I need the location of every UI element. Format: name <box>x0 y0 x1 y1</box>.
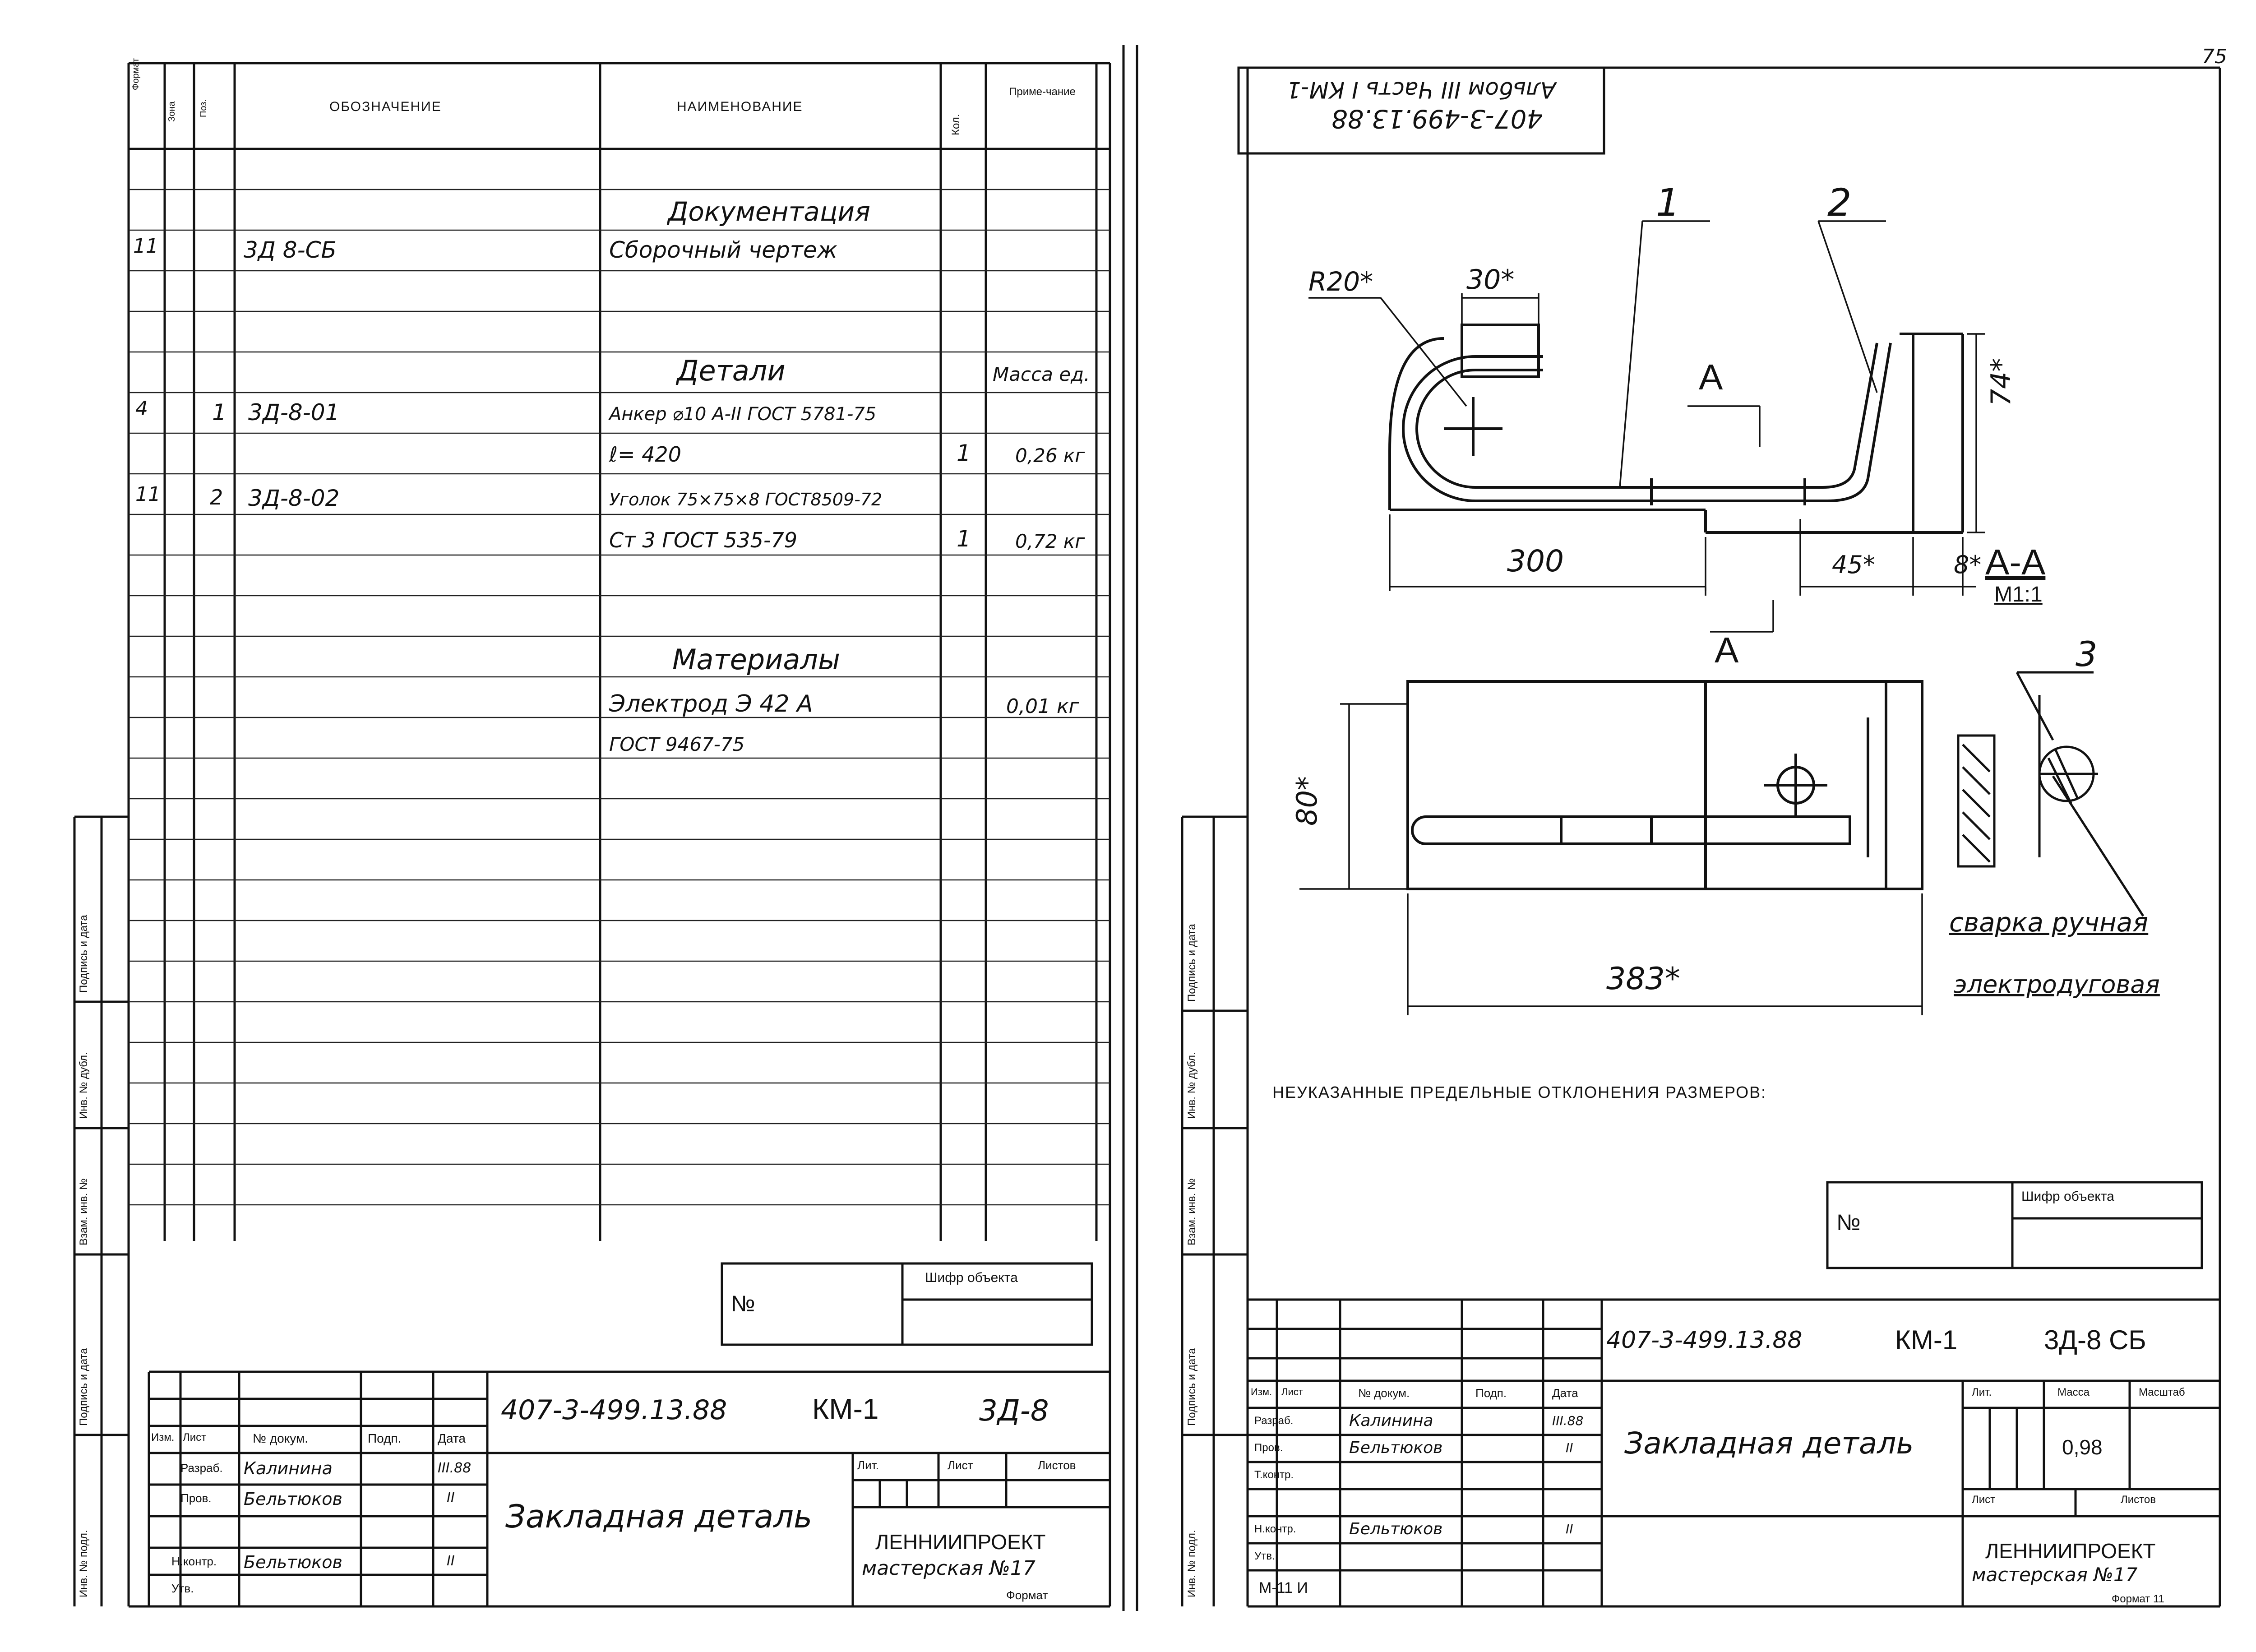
spec-row-name: Уголок 75×75×8 ГОСТ8509-72 <box>609 490 883 509</box>
role-label: Утв. <box>1254 1550 1275 1562</box>
col-podp: Подп. <box>368 1431 402 1445</box>
side-label-sign-date-2: Подпись и дата <box>1186 1348 1198 1426</box>
spec-row-name: Электрод Э 42 А <box>609 690 813 717</box>
header-designation: ОБОЗНАЧЕНИЕ <box>329 99 442 114</box>
dim-45: 45* <box>1832 551 1875 579</box>
spec-row-qty: 1 <box>957 526 971 552</box>
col-izm: Изм. <box>151 1431 175 1444</box>
side-label-vzam-inv: Взам. инв. № <box>1186 1178 1198 1245</box>
title-mark: КМ-1 <box>1895 1325 1958 1355</box>
role-name: Бельтюков <box>244 1552 342 1572</box>
title-mark: КМ-1 <box>812 1393 879 1425</box>
role-name: Калинина <box>1349 1411 1433 1430</box>
code-box-no: № <box>731 1291 755 1316</box>
role-name: Калинина <box>244 1458 333 1478</box>
lit-label: Лит. <box>1972 1386 1992 1398</box>
section-mark-plan: А <box>1715 630 1739 670</box>
spec-row-name: Сборочный чертеж <box>609 237 837 263</box>
dim-74: 74* <box>1985 358 2017 406</box>
format-label: Формат <box>1006 1588 1048 1602</box>
col-list: Лист <box>183 1431 207 1444</box>
side-label-inv-dubl: Инв. № дубл. <box>78 1052 90 1119</box>
dim-300: 300 <box>1507 544 1564 578</box>
header-name: НАИМЕНОВАНИЕ <box>677 99 803 114</box>
role-label: Пров. <box>1254 1442 1283 1454</box>
lit-label: Лит. <box>857 1458 879 1472</box>
role-label: Разраб. <box>1254 1415 1294 1427</box>
spec-row-format: 11 <box>135 483 161 506</box>
list-label: Лист <box>948 1458 973 1472</box>
role-label: Т.контр. <box>1254 1469 1294 1481</box>
col-podp: Подп. <box>1475 1386 1507 1400</box>
spec-section-docs: Документация <box>668 196 870 227</box>
org-name: ЛЕННИИПРОЕКТ <box>875 1530 1046 1554</box>
header-qty: Кол. <box>950 114 962 135</box>
title-sheet-code: 3Д-8 СБ <box>2044 1325 2146 1355</box>
role-label: Н.контр. <box>171 1555 217 1568</box>
spec-row-note: 0,01 кг <box>1006 695 1079 718</box>
list-label: Лист <box>1972 1494 1996 1506</box>
spec-row-designation: 3Д-8-01 <box>248 399 340 426</box>
callout-2: 2 <box>1827 180 1852 225</box>
org-sub: мастерская №17 <box>862 1557 1036 1580</box>
role-label: Разраб. <box>180 1461 223 1475</box>
spec-row-name: ℓ= 420 <box>609 442 681 467</box>
section-mark-top: А <box>1699 357 1723 397</box>
side-label-inv-podl: Инв. № подл. <box>78 1530 90 1597</box>
spec-row-name: Ст 3 ГОСТ 535-79 <box>609 528 798 552</box>
side-label-inv-podl: Инв. № подл. <box>1186 1530 1198 1597</box>
spec-row-designation: 3Д 8-СБ <box>244 237 337 263</box>
role-label: Н.контр. <box>1254 1523 1296 1535</box>
spec-row-qty: 1 <box>957 440 971 466</box>
role-name: Бельтюков <box>1349 1439 1443 1457</box>
weld-note-2: электродуговая <box>1954 970 2160 999</box>
role-name: Бельтюков <box>1349 1520 1443 1538</box>
col-data: Дата <box>438 1431 466 1445</box>
tolerance-note: НЕУКАЗАННЫЕ ПРЕДЕЛЬНЫЕ ОТКЛОНЕНИЯ РАЗМЕРОВ: <box>1272 1083 1767 1101</box>
role-date: II <box>1566 1522 1573 1536</box>
spec-section-details: Детали <box>677 354 786 387</box>
spec-row-name: Анкер ⌀10 А-II ГОСТ 5781-75 <box>609 404 877 425</box>
header-note: Приме-чание <box>1009 86 1076 98</box>
role-name: Бельтюков <box>244 1489 342 1509</box>
header-zone: Зона <box>167 101 177 122</box>
spec-row-format: 11 <box>133 235 158 258</box>
title-doc-code: 407-3-499.13.88 <box>1606 1327 1803 1354</box>
dim-80: 80* <box>1290 776 1323 826</box>
spec-section-materials: Материалы <box>672 643 840 676</box>
header-pos: Поз. <box>199 99 208 117</box>
spec-row-designation: 3Д-8-02 <box>248 485 340 511</box>
spec-row-name: ГОСТ 9467-75 <box>609 733 745 755</box>
title-doc-code: 407-3-499.13.88 <box>501 1394 727 1426</box>
col-dokum: № докум. <box>1358 1386 1410 1400</box>
m-label: М-11 И <box>1259 1579 1308 1596</box>
role-date: III.88 <box>438 1460 472 1476</box>
callout-1: 1 <box>1656 180 1680 225</box>
col-data: Дата <box>1552 1386 1578 1400</box>
side-label-sign-date: Подпись и дата <box>78 915 90 993</box>
stamp-line-2: Альбом III Часть I КМ-1 <box>1286 77 1556 103</box>
spec-row-pos: 2 <box>210 485 223 509</box>
role-date: III.88 <box>1552 1413 1584 1428</box>
section-title: А-А <box>1985 542 2046 582</box>
spec-row-note: Масса ед. <box>993 363 1090 385</box>
title-sheet-code: 3Д-8 <box>979 1394 1049 1428</box>
mass-label: Масса <box>2057 1386 2090 1398</box>
format-label: Формат 11 <box>2112 1593 2164 1605</box>
code-box-shifr: Шифр объекта <box>925 1270 1018 1285</box>
role-date: II <box>1566 1440 1573 1455</box>
callout-3: 3 <box>2076 634 2098 674</box>
scale-label: Масштаб <box>2139 1386 2185 1398</box>
dim-383: 383* <box>1606 961 1680 997</box>
side-label-sign-date-2: Подпись и дата <box>78 1348 90 1426</box>
side-label-inv-dubl: Инв. № дубл. <box>1186 1052 1198 1119</box>
dim-30: 30* <box>1466 264 1515 296</box>
side-label-vzam-inv: Взам. инв. № <box>78 1178 90 1245</box>
col-izm: Изм. <box>1251 1386 1272 1397</box>
org-name: ЛЕННИИПРОЕКТ <box>1985 1539 2156 1563</box>
listov-label: Листов <box>2121 1494 2156 1506</box>
section-scale: М1:1 <box>1994 583 2043 606</box>
listov-label: Листов <box>1038 1458 1076 1472</box>
code-box-no: № <box>1836 1210 1861 1235</box>
spec-row-note: 0,72 кг <box>1015 530 1085 552</box>
page-number: 75 <box>2202 45 2227 68</box>
side-label-sign-date: Подпись и дата <box>1186 924 1198 1002</box>
stamp-line-1: 407-3-499.13.88 <box>1331 104 1543 133</box>
code-box-shifr: Шифр объекта <box>2021 1189 2114 1204</box>
role-label: Пров. <box>180 1491 212 1505</box>
header-format: Формат <box>131 58 141 90</box>
col-dokum: № докум. <box>253 1431 309 1445</box>
org-sub: мастерская №17 <box>1972 1564 2138 1586</box>
dim-radius: R20* <box>1308 266 1373 297</box>
spec-row-note: 0,26 кг <box>1015 444 1085 467</box>
role-date: II <box>447 1553 455 1569</box>
col-list: Лист <box>1281 1386 1303 1397</box>
weld-note-1: сварка ручная <box>1949 907 2149 938</box>
role-label: Утв. <box>171 1582 194 1595</box>
title-name: Закладная деталь <box>505 1498 813 1535</box>
spec-row-pos: 1 <box>212 399 227 426</box>
title-name: Закладная деталь <box>1624 1426 1914 1461</box>
spec-row-format: 4 <box>135 397 148 420</box>
mass-value: 0,98 <box>2062 1435 2103 1459</box>
role-date: II <box>447 1490 455 1506</box>
dim-8: 8* <box>1954 551 1982 579</box>
